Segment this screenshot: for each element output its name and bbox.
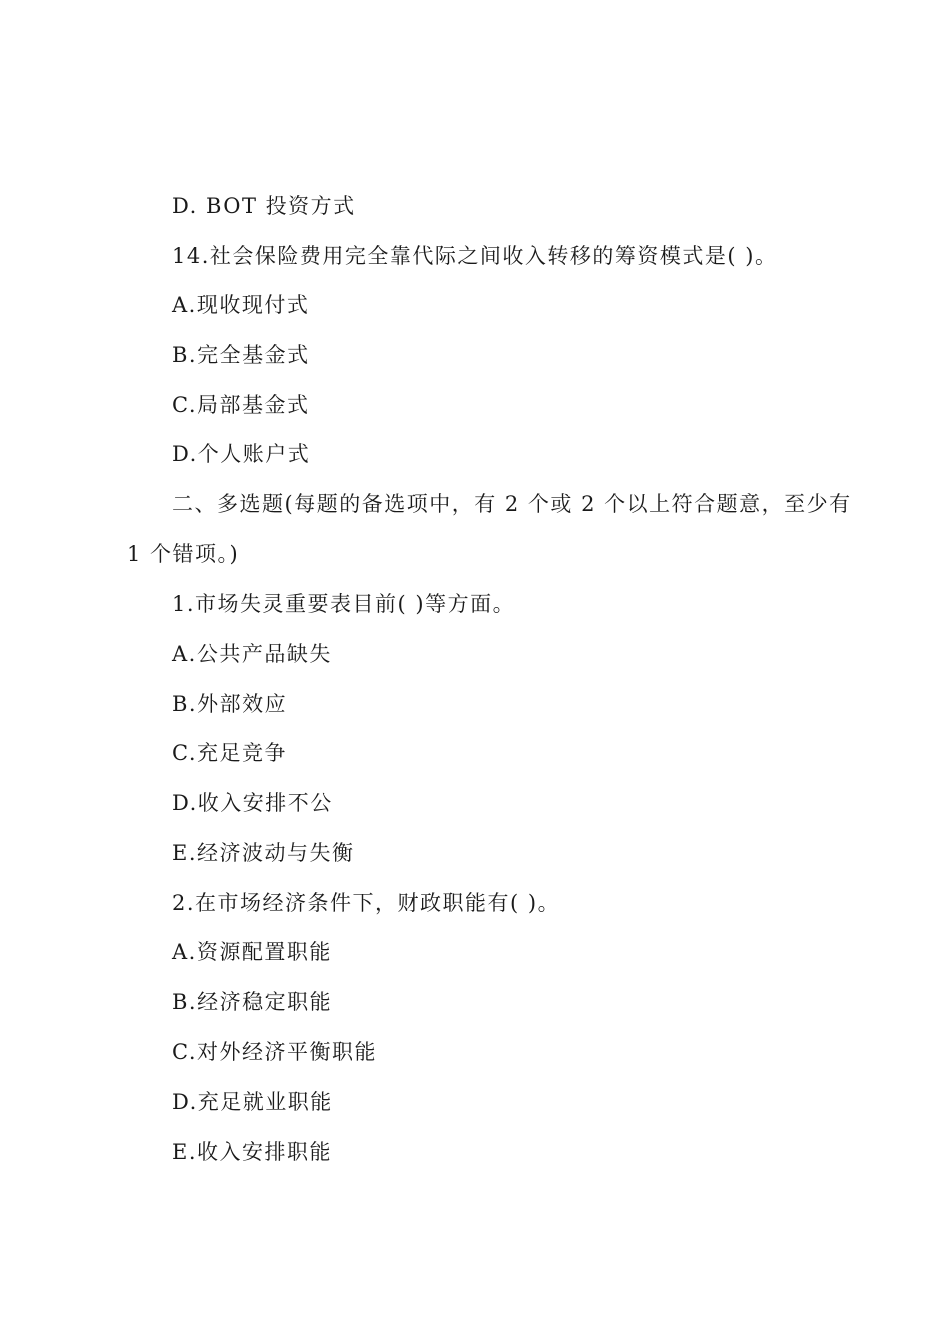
q1-option-d: D.收入安排不公 [172, 791, 333, 815]
q1-option-b: B.外部效应 [172, 692, 288, 716]
option-d-personal-account: D.个人账户式 [172, 442, 311, 466]
question-14: 14.社会保险费用完全靠代际之间收入转移的筹资模式是( )。 [172, 244, 778, 268]
question-1: 1.市场失灵重要表目前( )等方面。 [172, 592, 516, 616]
q2-option-b: B.经济稳定职能 [172, 990, 333, 1014]
section-heading-multi-choice: 二、多选题(每题的备选项中，有 2 个或 2 个以上符合题意，至少有 [172, 492, 852, 516]
q1-option-a: A.公共产品缺失 [172, 642, 332, 666]
q2-option-c: C.对外经济平衡职能 [172, 1040, 377, 1064]
option-d-bot: D. BOT 投资方式 [172, 194, 356, 218]
option-b-full-fund: B.完全基金式 [172, 343, 310, 367]
q2-option-d: D.充足就业职能 [172, 1090, 333, 1114]
option-c-partial-fund: C.局部基金式 [172, 393, 310, 417]
q1-option-e: E.经济波动与失衡 [172, 841, 355, 865]
question-2: 2.在市场经济条件下，财政职能有( )。 [172, 891, 561, 915]
q2-option-e: E.收入安排职能 [172, 1140, 333, 1164]
option-a-paygo: A.现收现付式 [172, 293, 310, 317]
q2-option-a: A.资源配置职能 [172, 940, 332, 964]
section-heading-continuation: 1 个错项。) [127, 542, 240, 566]
q1-option-c: C.充足竞争 [172, 741, 287, 765]
